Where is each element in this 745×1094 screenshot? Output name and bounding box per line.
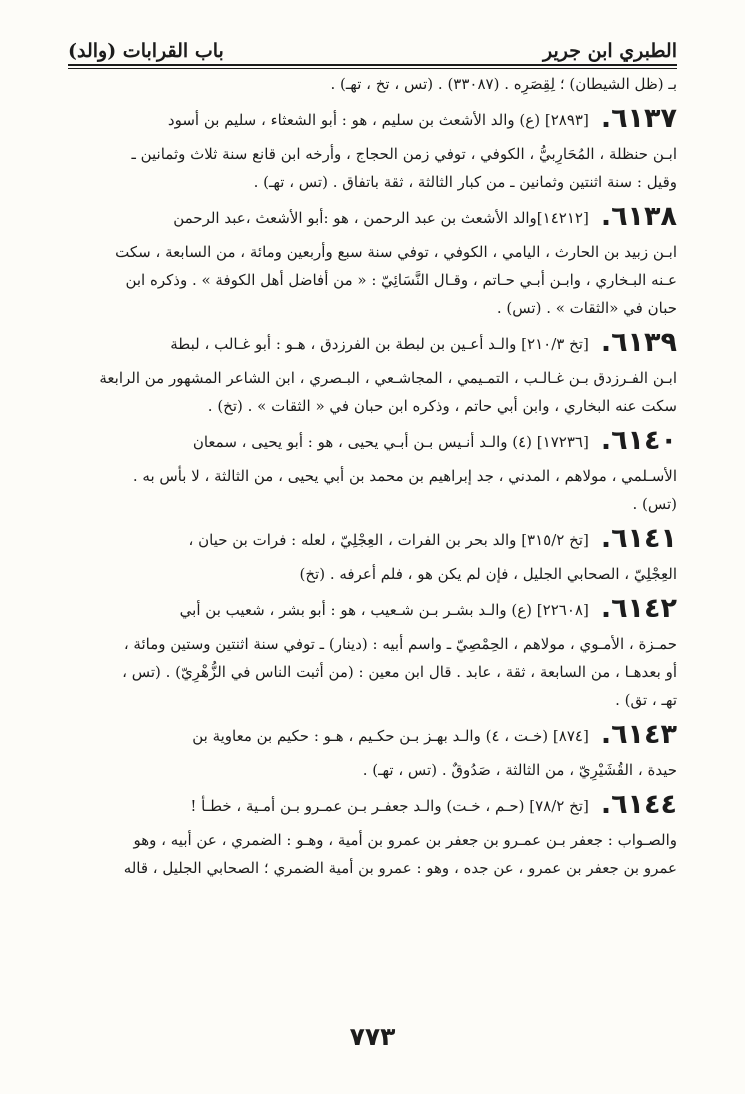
text-line <box>68 392 677 420</box>
book-title: الطبري ابن جرير <box>542 40 677 62</box>
line-text: والصـواب : جعفر بـن عمـرو بن جعفر بن عمرو بن أمية ، وهـو : الضمري ، عن أبيه ، وهو <box>133 831 677 849</box>
line-text: ابـن زبيد بن الحارث ، اليامي ، الكوفي ، توفي سنة سبع وأربعين ومائة ، من السابعة ، سكت <box>115 243 677 261</box>
line-text: [تخ ٧٨/٢] (حـم ، خـت) والـد جعفـر بـن عمـرو بـن أمـية ، خطـأ ! <box>190 797 589 815</box>
line-text: ابـن حنظلة ، المُحَارِبيُّ ، الكوفي ، توفي زمن الحجاج ، وأرخه ابن قانع سنة ثلاث وثمانين ـ <box>131 145 677 163</box>
header-rule-thin <box>68 68 677 69</box>
page-number: ٧٧٣ <box>349 1022 396 1051</box>
text-line <box>68 658 677 686</box>
line-text: [٨٧٤] (خـت ، ٤) والـد بهـز بـن حكـيم ، هـو : حكيم بن معاوية بن <box>192 727 589 745</box>
line-text: حبان في «الثقات » . (تس) . <box>496 299 677 317</box>
text-line <box>68 462 677 490</box>
text-line <box>68 560 677 588</box>
entry-number: ٦١٤١. <box>600 523 677 554</box>
entry-number: ٦١٤٤. <box>600 789 677 820</box>
text-line <box>68 420 677 462</box>
entry-number: ٦١٤٢. <box>600 593 677 624</box>
line-text: حمـزة ، الأمـوي ، مولاهم ، الحِمْصِيّ ـ واسم أبيه : (دينار) ـ توفي سنة اثنتين وستين ومائة ، <box>123 635 677 653</box>
line-text: حيدة ، القُشَيْرِيّ ، من الثالثة ، صَدُوقٌ . (تس ، تهـ) . <box>362 761 677 779</box>
line-text: (تس) . <box>632 495 677 513</box>
line-text: ابـن الفـرزدق بـن غـالـب ، التمـيمي ، المجاشـعي ، البـصري ، ابن الشاعر المشهور من الرابعة <box>99 369 677 387</box>
text-line <box>68 294 677 322</box>
running-header <box>68 26 677 62</box>
text-line <box>68 70 677 98</box>
chapter-title: باب القرابات (والد) <box>68 40 224 62</box>
text-line <box>68 490 677 518</box>
line-text: [تخ ٢١٠/٣] والـد أعـين بن لبطة بن الفرزدق ، هـو : أبو غـالب ، لبطة <box>170 335 589 353</box>
entry-number: ٦١٣٧. <box>600 103 677 134</box>
text-line <box>68 266 677 294</box>
text-line <box>68 322 677 364</box>
text-line <box>68 826 677 854</box>
entry-number: ٦١٣٨. <box>600 201 677 232</box>
line-text: أو بعدهـا ، من السابعة ، ثقة ، عابد . قال ابن معين : (من أثبت الناس في الزُّهْرِيّ) . (تس ، <box>122 663 677 681</box>
text-line <box>68 854 677 882</box>
text-line <box>68 518 677 560</box>
text-line <box>68 168 677 196</box>
text-line <box>68 714 677 756</box>
text-line <box>68 686 677 714</box>
text-line <box>68 756 677 784</box>
line-text: سكت عنه البخاري ، وابن أبي حاتم ، وذكره ابن حبان في « الثقات » . (تخ) . <box>207 397 677 415</box>
line-text: العِجْلِيّ ، الصحابي الجليل ، فإن لم يكن هو ، فلم أعرفه . (تخ) <box>299 565 677 583</box>
text-line <box>68 588 677 630</box>
line-text: عمرو بن جعفر بن عمرو ، عن جده ، وهو : عمرو بن أمية الضمري ؛ الصحابي الجليل ، قاله <box>123 859 677 877</box>
text-line <box>68 784 677 826</box>
line-text: [٢٨٩٣] (ع) والد الأشعث بن سليم ، هو : أبو الشعثاء ، سليم بن أسود <box>167 111 589 129</box>
line-text: بـ (ظل الشيطان) ؛ لِقِصَرِه . (٣٣٠٨٧) . (تس ، تخ ، تهـ) . <box>330 75 677 93</box>
line-text: الأسـلمي ، مولاهم ، المدني ، جد إبراهيم بن محمد بن أبي يحيى ، من الثالثة ، لا بأس به . <box>132 467 677 485</box>
text-line <box>68 140 677 168</box>
line-text: وقيل : سنة اثنتين وثمانين ـ من كبار الثالثة ، ثقة باتفاق . (تس ، تهـ) . <box>253 173 677 191</box>
line-text: [١٤٢١٢]والد الأشعث بن عبد الرحمن ، هو :أبو الأشعث ،عبد الرحمن <box>173 209 589 227</box>
body-text <box>68 70 677 882</box>
line-text: [١٧٢٣٦] (٤) والـد أنـيس بـن أبـي يحيى ، هو : أبو يحيى ، سمعان <box>192 433 589 451</box>
line-text: تهـ ، تق) . <box>615 691 677 709</box>
text-line <box>68 238 677 266</box>
line-text: [تخ ٣١٥/٢] والد بحر بن الفرات ، العِجْلِيّ ، لعله : فرات بن حيان ، <box>188 531 589 549</box>
header-rule <box>68 64 677 66</box>
text-line <box>68 630 677 658</box>
text-line <box>68 196 677 238</box>
line-text: [٢٢٦٠٨] (ع) والـد بشـر بـن شـعيب ، هو : أبو بشر ، شعيب بن أبي <box>179 601 589 619</box>
entry-number: ٦١٤٠. <box>600 425 677 456</box>
entry-number: ٦١٣٩. <box>600 327 677 358</box>
entry-number: ٦١٤٣. <box>600 719 677 750</box>
text-line <box>68 98 677 140</box>
line-text: عـنه البـخاري ، وابـن أبـي حـاتم ، وقـال النَّسَائِيّ : « من أفاضل أهل الكوفة » . وذكره ابن <box>125 271 677 289</box>
text-line <box>68 364 677 392</box>
